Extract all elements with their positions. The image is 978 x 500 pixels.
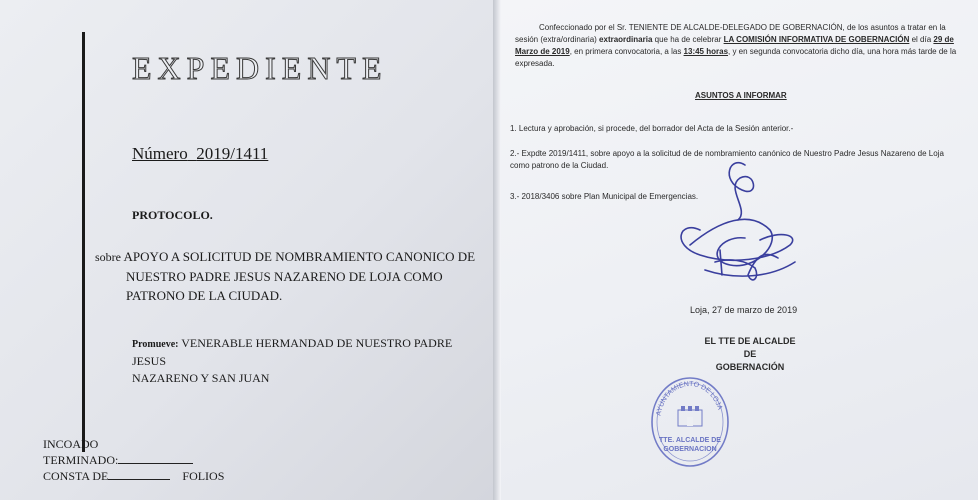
agenda-item-2-line-2: como patrono de la Ciudad. [510,161,609,170]
promoter-line-1: VENERABLE HERMANDAD DE NUESTRO PADRE JESUS [132,336,453,368]
terminado-blank [118,453,193,464]
agenda-item-3: 3.- 2018/3406 sobre Plan Municipal de Emergencias. [510,192,699,201]
promoter-line-2: NAZARENO Y SAN JUAN [132,371,270,385]
agenda-item-2-line-1: 2.- Expdte 2019/1411, sobre apoyo a la solicitud de de nombramiento canónico de Nuestro Padre Jesus Nazareno de Loja [510,149,944,158]
numero-value: 2019/1411 [196,144,269,163]
stamp-line-1: TTE. ALCALDE DE [659,437,721,444]
intro-text-a: Confeccionado por el Sr. TENIENTE DE ALCALDE-DELEGADO DE GOBERNACIÓN, de los asuntos a tratar en la sesión (extra/ordinaria) [515,23,946,44]
session-type: extraordinaria [599,35,653,44]
expediente-title: EXPEDIENTE [132,50,388,86]
expediente-number [132,144,268,164]
castle-emblem-icon [678,406,702,426]
margin-rule [82,32,85,452]
subject-line-3: PATRONO DE LA CIUDAD. [126,288,283,303]
promueve-label: Promueve: [132,339,179,350]
agenda-item-1: 1. Lectura y aprobación, si procede, del borrador del Acta de la Sesión anterior.- [510,124,794,133]
intro-text-g: , en primera convocatoria, a las [569,47,682,56]
handwritten-signature [660,150,810,310]
signature-date: Loja, 27 de marzo de 2019 [690,305,798,315]
intro-text-c: que ha de celebrar [654,35,722,44]
agenda-heading: ASUNTOS A INFORMAR [695,91,787,100]
folios-label: FOLIOS [182,469,225,483]
numero-label: Número [132,144,188,163]
session-time: 13:45 horas [683,47,729,56]
terminado-field [43,453,193,468]
consta-label: CONSTA DE [43,469,109,483]
subject-line-1: APOYO A SOLICITUD DE NOMBRAMIENTO CANONICO DE [123,249,476,264]
stamp-top-text: AYUNTAMIENTO DE LOJA [655,380,724,417]
promoter-block [132,335,477,387]
commission-name: LA COMISIÓN INFORMATIVA DE GOBERNACIÓN [723,35,910,44]
intro-text-e: el día [911,35,932,44]
signatory-title-line-1: EL TTE DE ALCALDE DE [704,336,796,359]
consta-field [43,469,224,484]
intro-text-i: , y en segunda convocatoria dicho día, una hora más tarde de la expresada. [515,47,957,68]
consta-blank [108,469,170,480]
signatory-title [700,335,800,374]
session-date: 29 de Marzo de 2019 [515,35,954,56]
terminado-label: TERMINADO: [43,453,119,467]
subject-line-2: NUESTRO PADRE JESUS NAZARENO DE LOJA COMO [126,269,443,284]
signatory-title-line-2: GOBERNACIÓN [715,362,785,372]
subject-block [95,247,480,305]
sobre-label: sobre [95,250,121,264]
convocation-paragraph [515,22,960,70]
stamp-line-2: GOBERNACION [663,446,717,453]
incoado-field: INCOADO [43,437,99,451]
protocolo-label: PROTOCOLO. [132,208,213,222]
page-fold [493,0,501,500]
town-hall-seal-stamp [648,370,732,470]
